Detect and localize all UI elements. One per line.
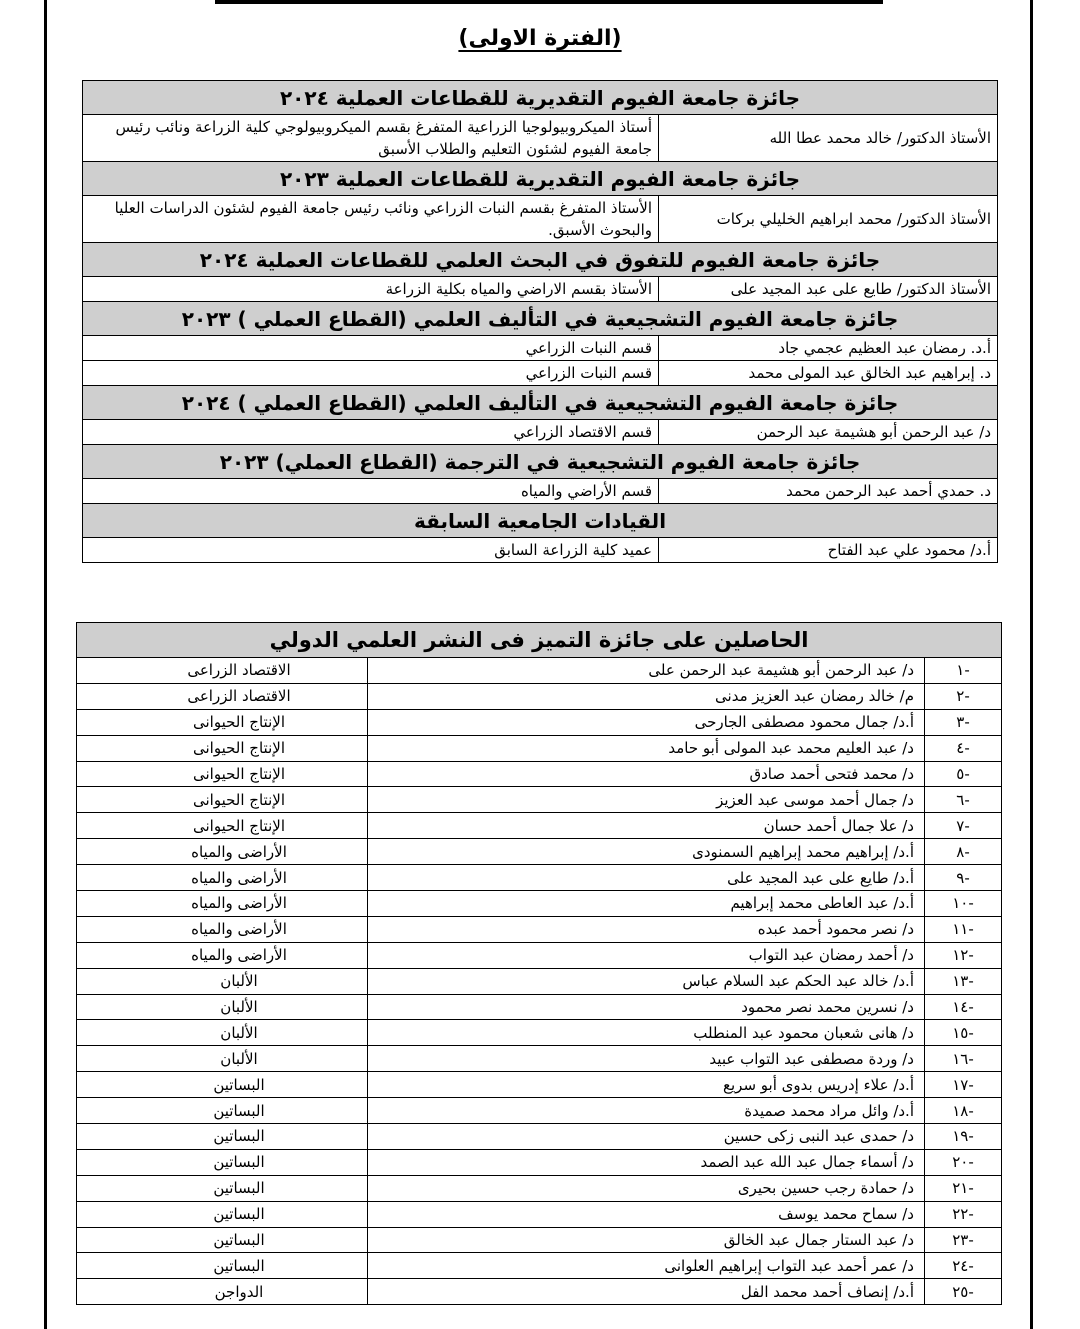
award-recipient-description: الأستاذ المتفرغ بقسم النبات الزراعي ونائب رئيس جامعة الفيوم لشئون الدراسات العليا والبحوث الأسبق. (83, 196, 659, 243)
recipient-name: أ.د/ إبراهيم محمد إبراهيم السمنودى (368, 839, 925, 865)
page-border-right (1030, 0, 1033, 1329)
awards-table (82, 80, 998, 563)
department: الألبان (77, 1046, 368, 1072)
department: الأراضى والمياه (77, 839, 368, 865)
row-number: -٢٤ (925, 1253, 1002, 1279)
department: البساتين (77, 1149, 368, 1175)
award-section-header (83, 162, 998, 196)
department: الاقتصاد الزراعى (77, 658, 368, 684)
award-recipient-row (83, 479, 998, 504)
department: الأراضى والمياه (77, 891, 368, 917)
award-section-title: جائزة جامعة الفيوم التقديرية للقطاعات العملية ٢٠٢٤ (83, 81, 998, 115)
award-recipient-name: أ.د. رمضان عبد العظيم عجمي جاد (659, 336, 998, 361)
recipient-name: أ.د/ جمال محمود مصطفى الجارحى (368, 709, 925, 735)
row-number: -١٣ (925, 968, 1002, 994)
department: البساتين (77, 1124, 368, 1150)
recipient-name: د/ أسماء جمال عبد الله عبد الصمد (368, 1149, 925, 1175)
recipient-name: د/ وردة مصطفى عبد التواب عبيد (368, 1046, 925, 1072)
recipient-name: د/ جمال أحمد موسى عبد العزيز (368, 787, 925, 813)
award-recipient-name: الأستاذ الدكتور/ خالد محمد عطا الله (659, 115, 998, 162)
award-recipient-description: قسم الاقتصاد الزراعي (83, 420, 659, 445)
department: الإنتاج الحيوانى (77, 787, 368, 813)
award-recipient-row (83, 277, 998, 302)
recipient-name: د/ عبد الرحمن أبو هشيمة عبد الرحمن على (368, 658, 925, 684)
award-section-title: جائزة جامعة الفيوم التقديرية للقطاعات العملية ٢٠٢٣ (83, 162, 998, 196)
table-row (77, 865, 1002, 891)
award-section-header (83, 243, 998, 277)
department: البساتين (77, 1227, 368, 1253)
table-row (77, 916, 1002, 942)
award-section-title: جائزة جامعة الفيوم التشجيعية في التأليف العلمي (القطاع العملي ) ٢٠٢٤ (83, 386, 998, 420)
recipient-name: أ.د/ إنصاف أحمد محمد الفل (368, 1279, 925, 1305)
row-number: -٢ (925, 683, 1002, 709)
intl-publication-table (76, 622, 1002, 1305)
table-row (77, 735, 1002, 761)
recipient-name: أ.د/ عبد العاطى محمد إبراهيم (368, 891, 925, 917)
table-row (77, 1149, 1002, 1175)
table-row (77, 1201, 1002, 1227)
table-row (77, 1020, 1002, 1046)
row-number: -٢٣ (925, 1227, 1002, 1253)
row-number: -١ (925, 658, 1002, 684)
award-recipient-description: قسم النبات الزراعي (83, 361, 659, 386)
row-number: -٨ (925, 839, 1002, 865)
row-number: -١٩ (925, 1124, 1002, 1150)
department: الاقتصاد الزراعى (77, 683, 368, 709)
recipient-name: أ.د/ علاء إدريس بدوى أبو سريع (368, 1072, 925, 1098)
department: البساتين (77, 1098, 368, 1124)
table-row (77, 891, 1002, 917)
row-number: -٤ (925, 735, 1002, 761)
award-section-title: القيادات الجامعية السابقة (83, 504, 998, 538)
recipient-name: د/ سماح محمد يوسف (368, 1201, 925, 1227)
award-section-header (83, 302, 998, 336)
intl-table-title: الحاصلين على جائزة التميز فى النشر العلمي الدولي (77, 623, 1002, 658)
row-number: -٢٠ (925, 1149, 1002, 1175)
award-section-title: جائزة جامعة الفيوم التشجيعية في الترجمة (القطاع العملي) ٢٠٢٣ (83, 445, 998, 479)
table-row (77, 968, 1002, 994)
award-section-header (83, 81, 998, 115)
row-number: -٢٢ (925, 1201, 1002, 1227)
table-row (77, 1279, 1002, 1305)
department: الألبان (77, 968, 368, 994)
recipient-name: م/ خالد رمضان عبد العزيز مدنى (368, 683, 925, 709)
award-recipient-row (83, 538, 998, 563)
award-recipient-name: د/ عبد الرحمن أبو هشيمة عبد الرحمن (659, 420, 998, 445)
award-recipient-row (83, 196, 998, 243)
table-row (77, 1253, 1002, 1279)
award-recipient-description: الأستاذ بقسم الاراضي والمياه بكلية الزراعة (83, 277, 659, 302)
table-row (77, 1175, 1002, 1201)
department: الدواجن (77, 1279, 368, 1305)
period-title-text: (الفترة الاولى) (458, 26, 622, 51)
department: الألبان (77, 994, 368, 1020)
row-number: -٦ (925, 787, 1002, 813)
award-recipient-row (83, 361, 998, 386)
award-recipient-description: عميد كلية الزراعة السابق (83, 538, 659, 563)
award-recipient-name: الأستاذ الدكتور/ محمد ابراهيم الخليلي بركات (659, 196, 998, 243)
department: الألبان (77, 1020, 368, 1046)
table-row (77, 709, 1002, 735)
award-section-header (83, 504, 998, 538)
recipient-name: أ.د/ طايع على عبد المجيد على (368, 865, 925, 891)
award-section-header (83, 386, 998, 420)
department: البساتين (77, 1201, 368, 1227)
row-number: -١٨ (925, 1098, 1002, 1124)
department: البساتين (77, 1253, 368, 1279)
award-recipient-name: الأستاذ الدكتور/ طايع على عبد المجيد على (659, 277, 998, 302)
department: البساتين (77, 1072, 368, 1098)
department: الإنتاج الحيوانى (77, 735, 368, 761)
recipient-name: د/ حمدى عبد النبى زكى حسين (368, 1124, 925, 1150)
row-number: -٧ (925, 813, 1002, 839)
table-row (77, 994, 1002, 1020)
row-number: -٢١ (925, 1175, 1002, 1201)
department: الإنتاج الحيوانى (77, 761, 368, 787)
recipient-name: د/ أحمد رمضان عبد التواب (368, 942, 925, 968)
award-recipient-description: قسم الأراضي والمياه (83, 479, 659, 504)
recipient-name: د/ هانى شعبان محمود عبد المنطلب (368, 1020, 925, 1046)
period-title (0, 26, 1080, 51)
recipient-name: د/ عبد الستار جمال عبد الخالق (368, 1227, 925, 1253)
department: الأراضى والمياه (77, 865, 368, 891)
department: الأراضى والمياه (77, 942, 368, 968)
row-number: -١٢ (925, 942, 1002, 968)
table-row (77, 683, 1002, 709)
table-row (77, 1124, 1002, 1150)
row-number: -١٥ (925, 1020, 1002, 1046)
recipient-name: د/ علا جمال أحمد حسان (368, 813, 925, 839)
table-row (77, 1072, 1002, 1098)
award-recipient-name: د. إبراهيم عبد الخالق عبد المولى محمد (659, 361, 998, 386)
recipient-name: د/ محمد فتحى أحمد صادق (368, 761, 925, 787)
row-number: -٣ (925, 709, 1002, 735)
recipient-name: د/ عمر أحمد عبد التواب إبراهيم العلوانى (368, 1253, 925, 1279)
table-row (77, 658, 1002, 684)
row-number: -١٠ (925, 891, 1002, 917)
top-heading-underline (215, 0, 883, 4)
award-recipient-name: أ.د/ محمود علي عبد الفتاح (659, 538, 998, 563)
table-row (77, 839, 1002, 865)
award-section-title: جائزة جامعة الفيوم للتفوق في البحث العلمي للقطاعات العملية ٢٠٢٤ (83, 243, 998, 277)
table-row (77, 1098, 1002, 1124)
award-recipient-description: قسم النبات الزراعي (83, 336, 659, 361)
recipient-name: د/ حمادة رجب حسين بحيرى (368, 1175, 925, 1201)
table-row (77, 1046, 1002, 1072)
award-recipient-name: د. حمدي أحمد عبد الرحمن محمد (659, 479, 998, 504)
department: البساتين (77, 1175, 368, 1201)
row-number: -١٤ (925, 994, 1002, 1020)
recipient-name: د/ عبد العليم محمد عبد المولى أبو حامد (368, 735, 925, 761)
table-row (77, 761, 1002, 787)
recipient-name: أ.د/ خالد عبد الحكم عبد السلام عباس (368, 968, 925, 994)
row-number: -١٧ (925, 1072, 1002, 1098)
table-row (77, 1227, 1002, 1253)
department: الإنتاج الحيوانى (77, 709, 368, 735)
row-number: -٩ (925, 865, 1002, 891)
recipient-name: د/ نسرين محمد نصر محمود (368, 994, 925, 1020)
award-recipient-row (83, 115, 998, 162)
department: الإنتاج الحيوانى (77, 813, 368, 839)
table-row (77, 942, 1002, 968)
award-recipient-row (83, 420, 998, 445)
table-row (77, 787, 1002, 813)
recipient-name: د/ نصر محمود أحمد عبده (368, 916, 925, 942)
row-number: -١١ (925, 916, 1002, 942)
row-number: -٥ (925, 761, 1002, 787)
award-recipient-description: أستاذ الميكروبيولوجيا الزراعية المتفرغ بقسم الميكروبيولوجي كلية الزراعة ونائب رئيس جامعة الفيوم لشئون التعليم والطلاب الأسبق (83, 115, 659, 162)
page-border-left (44, 0, 47, 1329)
award-section-header (83, 445, 998, 479)
table-row (77, 813, 1002, 839)
row-number: -١٦ (925, 1046, 1002, 1072)
department: الأراضى والمياه (77, 916, 368, 942)
award-recipient-row (83, 336, 998, 361)
recipient-name: أ.د/ وائل مراد محمد صميدة (368, 1098, 925, 1124)
award-section-title: جائزة جامعة الفيوم التشجيعية في التأليف العلمي (القطاع العملي ) ٢٠٢٣ (83, 302, 998, 336)
row-number: -٢٥ (925, 1279, 1002, 1305)
